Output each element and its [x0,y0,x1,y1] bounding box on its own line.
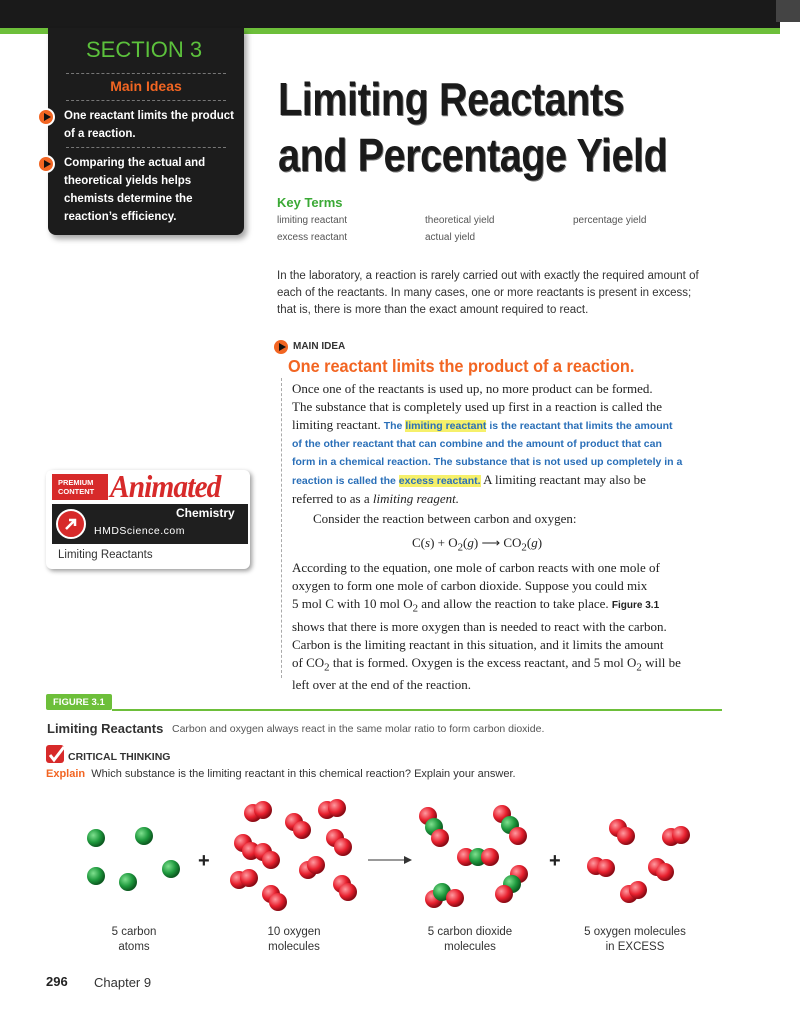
definition-run: The [380,420,406,432]
main-idea-paragraph-1 [292,380,720,508]
eq-state: g [467,535,474,550]
text-line: Carbon is the limiting reactant in this situation, and it limits the amount [292,636,664,652]
badge-line: CONTENT [58,487,95,496]
text-line: Once one of the reactants is used up, no more product can be formed. [292,381,653,396]
carbon-atoms [87,827,180,891]
idea-line: Comparing the actual and [64,157,206,169]
label-line: 5 carbon dioxide [427,926,513,938]
page-number: 296 [46,974,68,989]
oxygen-molecule [648,858,674,881]
text-run: 5 mol C with 10 mol O [292,596,413,611]
figure-rule [112,709,722,711]
oxygen-molecule [262,885,287,911]
eq-part: ( [526,535,532,550]
oxygen-molecule [244,801,272,822]
intro-line: that is, there is more than the exact amount required to react. [277,304,589,316]
text-run: A limiting reactant may also be [480,472,646,487]
label-line: molecules [444,941,496,953]
eq-subscript: 2 [521,541,527,554]
arrow-up-right-icon-glyph [58,511,84,537]
key-term[interactable]: theoretical yield [425,215,495,226]
eq-state: g [531,535,538,550]
explain-text: Which substance is the limiting reactant in this chemical reaction? Explain your answer. [91,768,516,780]
explain-prompt [46,768,516,780]
promo-site[interactable]: HMDScience.com [94,525,186,537]
chapter-label: Chapter 9 [94,975,152,990]
text-line [292,471,720,490]
main-idea-paragraph-3 [292,559,720,694]
text-line: According to the equation, one mole of carbon reacts with one mole of [292,560,660,575]
eq-part: ) [537,535,543,550]
text-run: and allow the reaction to take place. [418,596,612,611]
oxygen-molecule [299,856,325,879]
play-arrow-icon [37,155,55,173]
carbon-label [64,925,204,955]
idea-line: chemists determine the [64,193,193,205]
italic-term: limiting reagent. [372,491,460,506]
promo-link[interactable]: Limiting Reactants [58,549,153,561]
checkmark-icon-glyph [46,745,68,765]
main-ideas-label: Main Ideas [110,78,182,94]
text-line [292,490,720,508]
subscript: 2 [324,661,330,674]
play-arrow-icon [37,108,55,126]
text-line: left over at the end of the reaction. [292,677,472,693]
divider [66,147,226,148]
text-line [292,654,720,677]
critical-thinking-label: CRITICAL THINKING [68,751,171,763]
page-title-line-2: and Percentage Yield [278,129,668,181]
text-run: will be [641,654,681,670]
top-bar-corner [776,0,800,22]
label-line: molecules [268,941,320,953]
section-label: SECTION 3 [86,37,203,62]
definition-run: is the reactant that limits the amount [486,420,673,432]
badge-line: PREMIUM [58,478,94,487]
text-run: referred to as a [292,491,373,506]
excess-oxygen-molecules [587,819,690,903]
key-term[interactable]: limiting reactant [277,215,348,226]
premium-content-badge [52,474,108,500]
animated-logo: Animated [110,468,221,504]
excess-oxygen-label [565,925,705,955]
oxygen-molecule [609,819,635,845]
text-line [292,416,720,435]
label-line: in EXCESS [605,941,665,953]
idea-line: reaction’s efficiency. [64,211,177,223]
oxygen-molecule [620,881,647,903]
plus-sign: + [549,850,561,872]
idea-line: theoretical yields helps [64,175,192,187]
text-run: limiting reactant. [292,417,381,432]
oxygen-molecule [333,875,357,901]
highlighted-term: excess reactant. [398,475,481,487]
carbon-atom [119,873,137,891]
explain-label: Explain [46,768,86,780]
eq-subscript: 2 [457,541,464,554]
eq-part: ) ⟶ CO [473,535,522,550]
text-line: shows that there is more oxygen than is needed to react with the carbon. [292,618,667,634]
label-line: 5 oxygen molecules [584,926,686,938]
oxygen-molecule [662,826,690,846]
chemical-equation [412,534,632,557]
figure-reference-link[interactable]: Figure 3.1 [611,600,660,611]
oxygen-molecule [254,843,280,869]
intro-line: each of the reactants. In many cases, one or more reactants is present in excess; [277,287,692,299]
definition-line: form in a chemical reaction. The substance that is not used up completely in a [292,456,683,468]
eq-state: s [425,535,431,550]
main-idea-1[interactable] [64,107,234,143]
divider [66,73,226,74]
carbon-dioxide-molecules [419,805,528,908]
co2-molecule [495,865,528,903]
co2-molecule [493,805,527,845]
intro-line: In the laboratory, a reaction is rarely carried out with exactly the required amount of [277,270,699,282]
subscript: 2 [636,661,642,674]
label-line: 5 carbon [111,926,157,938]
arrow-up-right-icon[interactable] [56,509,86,539]
key-terms-label: Key Terms [277,195,343,210]
checkmark-icon [46,745,64,763]
definition-line: of the other reactant that can combine and the amount of product that can [292,438,662,450]
text-run: that is formed. Oxygen is the excess reactant, and 5 mol O [329,654,637,670]
oxygen-molecule [587,857,615,877]
idea-line: One reactant limits the product [64,110,234,122]
oxygen-molecule [230,869,258,889]
carbon-atom [135,827,153,845]
carbon-dioxide-label [400,925,540,955]
top-bar [0,0,780,28]
oxygen-molecule [326,829,352,856]
carbon-atom [87,829,105,847]
figure-caption: Carbon and oxygen always react in the same molar ratio to form carbon dioxide. [172,723,545,735]
plus-sign: + [198,850,210,872]
main-idea-2[interactable] [64,154,205,226]
divider [66,100,226,101]
idea-line: of a reaction. [64,128,136,140]
subscript: 2 [412,602,419,615]
oxygen-molecule [318,799,346,819]
main-idea-heading: One reactant limits the product of a reaction. [288,356,635,376]
intro-paragraph [277,268,727,319]
text-line [292,595,720,618]
page-title-line-1: Limiting Reactants [278,73,625,125]
key-term[interactable]: percentage yield [573,215,647,226]
text-line: oxygen to form one mole of carbon dioxide. Suppose you could mix [292,578,648,593]
co2-molecule [419,807,449,847]
key-term[interactable]: actual yield [425,232,476,243]
figure-badge: FIGURE 3.1 [46,694,112,710]
highlighted-term: limiting reactant [405,420,487,432]
co2-molecule [425,883,464,908]
carbon-atom [162,860,180,878]
text-run: of CO [292,654,325,670]
label-line: 10 oxygen [267,926,321,938]
reaction-arrow [368,856,412,864]
figure-title: Limiting Reactants [47,721,164,736]
oxygen-molecules [230,799,357,911]
promo-subject: Chemistry [176,506,235,520]
key-term[interactable]: excess reactant [277,232,348,243]
main-idea-paragraph-2: Consider the reaction between carbon and oxygen: [313,511,577,526]
main-idea-label: MAIN IDEA [293,341,346,352]
eq-part: ) + O [430,535,458,550]
eq-part: C( [412,535,425,550]
label-line: atoms [118,941,150,953]
carbon-atom [87,867,105,885]
oxygen-label [224,925,364,955]
oxygen-molecule [285,813,311,839]
text-margin-rule [281,378,282,678]
definition-run: reaction is called the [292,475,399,487]
text-line: The substance that is completely used up first in a reaction is called the [292,399,663,414]
co2-molecule [457,848,499,866]
play-arrow-icon [274,340,288,354]
molecule-illustration [46,790,736,920]
eq-part: ( [463,535,468,550]
